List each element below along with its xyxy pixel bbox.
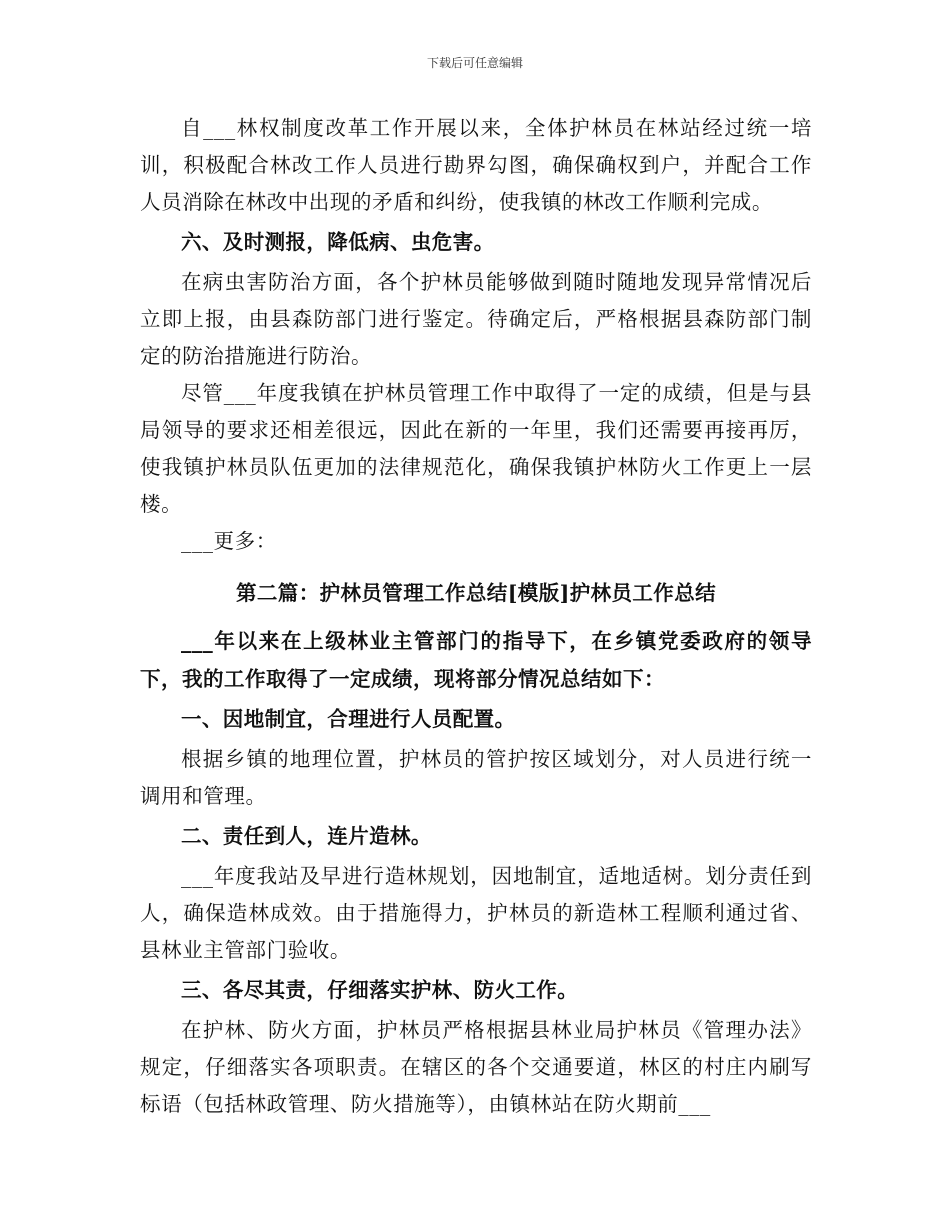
section-heading-3: 三、各尽其责，仔细落实护林、防火工作。: [181, 978, 579, 1002]
page-header: 下载后可任意编辑: [426, 56, 523, 70]
section-heading-1: 一、因地制宜，合理进行人员配置。: [181, 707, 516, 731]
paragraph-staffing: 根据乡镇的地理位置，护林员的管护按区域划分，对人员进行统一调用和管理。: [140, 747, 812, 808]
paragraph-summary: 尽管___年度我镇在护林员管理工作中取得了一定的成绩，但是与县局领导的要求还相差很远，因此在新的一年里，我们还需要再接再厉，使我镇护林员队伍更加的法律规范化，确保我镇护林防火工作更上一层楼。: [140, 381, 812, 516]
paragraph-fire-prevention: 在护林、防火方面，护林员严格根据县林业局护林员《管理办法》规定，仔细落实各项职责。在辖区的各个交通要道，林区的村庄内刷写标语（包括林政管理、防火措施等），由镇林站在防火期前___: [140, 1018, 812, 1116]
paragraph-more: ___更多：: [181, 529, 277, 553]
paragraph-afforestation: ___年度我站及早进行造林规划，因地制宜，适地适树。划分责任到人，确保造林成效。由于措施得力，护林员的新造林工程顺利通过省、县林业主管部门验收。: [140, 864, 812, 962]
paragraph-forest-reform: 自___林权制度改革工作开展以来，全体护林员在林站经过统一培训，积极配合林改工作人员进行勘界勾图，确保确权到户，并配合工作人员消除在林改中出现的矛盾和纠纷，使我镇的林改工作顺利完成。: [140, 116, 812, 214]
paragraph-pest-control: 在病虫害防治方面，各个护林员能够做到随时随地发现异常情况后立即上报，由县森防部门进行鉴定。待确定后，严格根据县森防部门制定的防治措施进行防治。: [140, 270, 812, 368]
chapter-intro: ___年以来在上级林业主管部门的指导下，在乡镇党委政府的领导下，我的工作取得了一定成绩，现将部分情况总结如下：: [140, 629, 812, 691]
section-heading-6: 六、及时测报，降低病、虫危害。: [181, 230, 495, 254]
chapter-title: 第二篇：护林员管理工作总结[模版]护林员工作总结: [236, 581, 716, 605]
section-heading-2: 二、责任到人，连片造林。: [181, 824, 432, 848]
document-body: [140, 110, 812, 1123]
